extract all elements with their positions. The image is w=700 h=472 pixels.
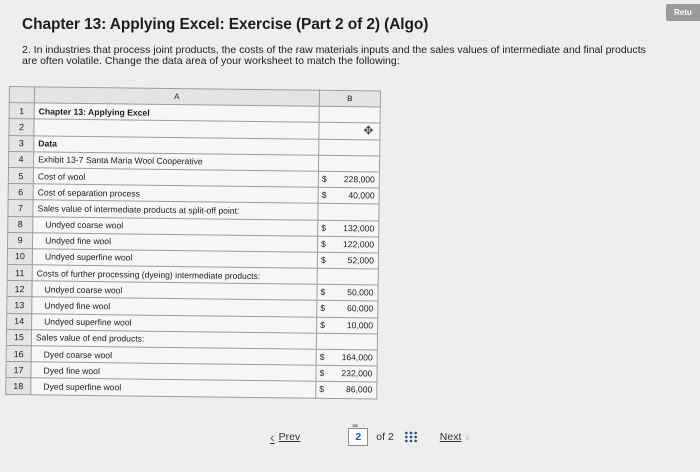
cell-value: 86,000: [345, 384, 373, 395]
cell-value: 10,000: [346, 319, 374, 331]
cell-b[interactable]: [318, 187, 379, 204]
page-title: Chapter 13: Applying Excel: Exercise (Part 2 of 2) (Algo): [22, 16, 429, 33]
cell-a[interactable]: Undyed fine wool: [32, 297, 317, 317]
row-number[interactable]: 11: [7, 265, 32, 281]
cell-value: 60,000: [346, 303, 374, 314]
currency-symbol: $: [321, 222, 327, 233]
currency-symbol: $: [319, 384, 325, 395]
column-header-a[interactable]: A: [34, 87, 319, 107]
cell-a[interactable]: Dyed fine wool: [31, 362, 316, 382]
cell-value: 50,000: [347, 287, 374, 298]
currency-symbol: $: [319, 368, 325, 379]
cell-b[interactable]: [316, 365, 377, 382]
currency-symbol: $: [320, 254, 326, 265]
instructions-text: 2. In industries that process joint products, the costs of the raw materials inputs and the sales values of intermediate and final products are often volatile. Change the data area of your worksheet to match the following:: [22, 44, 646, 67]
row-number[interactable]: 2: [9, 119, 34, 135]
current-page-box[interactable]: [348, 421, 368, 446]
row-number[interactable]: 9: [8, 232, 33, 248]
chevron-right-icon: ›: [465, 430, 470, 444]
corner-cell[interactable]: [9, 87, 34, 103]
row-number[interactable]: 6: [8, 184, 33, 200]
cell-b[interactable]: [317, 252, 378, 269]
cell-a[interactable]: Dyed coarse wool: [31, 346, 316, 366]
cell-a[interactable]: Dyed superfine wool: [31, 378, 316, 398]
row-number[interactable]: 14: [7, 313, 32, 329]
cell-value: 132,000: [343, 222, 375, 233]
prev-label: Prev: [278, 431, 301, 443]
cell-b[interactable]: [316, 349, 377, 366]
cell-b[interactable]: [317, 301, 378, 318]
row-number[interactable]: 1: [9, 103, 34, 119]
cell-b[interactable]: [319, 139, 380, 156]
cell-b[interactable]: [319, 106, 380, 123]
currency-symbol: $: [321, 238, 326, 249]
cell-b[interactable]: [317, 268, 378, 285]
spreadsheet: [5, 86, 381, 399]
cell-a[interactable]: Undyed superfine wool: [32, 249, 317, 269]
next-button[interactable]: Next: [439, 431, 462, 443]
cell-a[interactable]: Data: [34, 135, 319, 155]
cell-a[interactable]: Undyed coarse wool: [33, 216, 318, 236]
spreadsheet-table: [5, 86, 381, 399]
cell-a[interactable]: Undyed superfine wool: [32, 313, 317, 333]
cell-b[interactable]: [316, 333, 377, 350]
cell-a[interactable]: Undyed coarse wool: [32, 281, 317, 301]
cell-a[interactable]: Cost of wool: [33, 168, 318, 188]
row-number[interactable]: 8: [8, 216, 33, 232]
prev-button[interactable]: [270, 429, 300, 445]
row-number[interactable]: 5: [8, 167, 33, 183]
cell-a[interactable]: Costs of further processing (dyeing) intermediate products:: [32, 265, 317, 285]
cell-a[interactable]: Sales value of intermediate products at split-off point:: [33, 200, 318, 220]
cell-b[interactable]: [319, 123, 380, 140]
cell-a[interactable]: Cost of separation process: [33, 184, 318, 204]
cell-a[interactable]: Exhibit 13-7 Santa Maria Wool Cooperative: [34, 152, 319, 172]
cell-value: 232,000: [341, 368, 373, 379]
cell-value: 52,000: [347, 255, 374, 266]
currency-symbol: $: [321, 173, 327, 184]
row-number[interactable]: 18: [6, 378, 31, 394]
row-number[interactable]: 7: [8, 200, 33, 216]
current-page: 2: [355, 431, 362, 443]
cell-a[interactable]: Undyed fine wool: [33, 232, 318, 252]
currency-symbol: $: [319, 351, 325, 362]
row-number[interactable]: 17: [6, 362, 31, 378]
sheet-row: [6, 378, 377, 399]
currency-symbol: $: [320, 319, 325, 330]
link-icon: ∞: [352, 421, 358, 430]
pagination: [270, 421, 470, 446]
row-number[interactable]: 15: [6, 329, 31, 345]
cell-value: 164,000: [341, 352, 373, 363]
cell-b[interactable]: [318, 171, 379, 188]
cell-b[interactable]: [318, 220, 379, 237]
cell-b[interactable]: [316, 382, 377, 399]
page-count: of 2: [376, 431, 394, 443]
currency-symbol: $: [320, 303, 326, 314]
row-number[interactable]: 3: [9, 135, 34, 151]
column-header-b[interactable]: B: [319, 90, 380, 107]
row-number[interactable]: 13: [7, 297, 32, 313]
cell-b[interactable]: [317, 317, 378, 334]
row-number[interactable]: 4: [9, 151, 34, 167]
cell-b[interactable]: [317, 285, 378, 302]
cell-b[interactable]: [318, 204, 379, 221]
currency-symbol: $: [320, 287, 326, 298]
cell-b[interactable]: [318, 155, 379, 172]
row-number[interactable]: 12: [7, 281, 32, 297]
chevron-left-icon: ‹: [270, 429, 275, 445]
currency-symbol: $: [321, 189, 327, 201]
cell-a[interactable]: Sales value of end products:: [31, 330, 316, 350]
cell-value: 40,000: [348, 190, 375, 201]
cell-a[interactable]: Chapter 13: Applying Excel: [34, 103, 319, 123]
row-number[interactable]: 16: [6, 345, 31, 361]
cell-value: 122,000: [342, 238, 375, 250]
cell-b[interactable]: [317, 236, 378, 253]
cursor-cross-icon: ✥: [363, 123, 374, 138]
return-button[interactable]: Retu: [666, 4, 700, 21]
grid-icon[interactable]: [404, 431, 418, 443]
row-number[interactable]: 10: [7, 248, 32, 264]
cell-value: 228,000: [343, 174, 375, 185]
